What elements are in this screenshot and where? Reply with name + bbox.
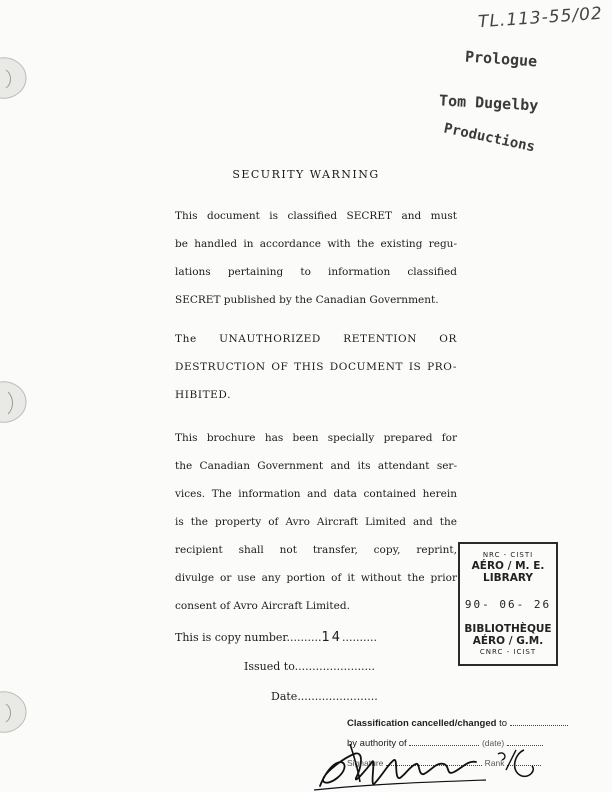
- date-line: [271, 690, 378, 703]
- handwritten-signature: [310, 736, 560, 792]
- stamp-date: 90- 06- 26: [464, 598, 552, 611]
- copy-number-label: This is copy number: [175, 631, 287, 644]
- stamp-line-productions: Productions: [442, 120, 537, 156]
- paragraph-line: This document is classified SECRET and must: [175, 210, 457, 222]
- library-stamp: [458, 542, 558, 666]
- paragraph-line: lations pertaining to information classified: [175, 266, 457, 278]
- paragraph-line: HIBITED.: [175, 389, 232, 401]
- leader-dots: ..........: [286, 631, 322, 644]
- paragraph-line: consent of Avro Aircraft Limited.: [175, 600, 350, 612]
- date-label: Date: [271, 690, 298, 703]
- leader-dots: .......................: [294, 660, 376, 673]
- punch-hole-bottom: [0, 686, 30, 738]
- punch-hole-top: [0, 52, 30, 104]
- prologue-stamp: [435, 38, 585, 158]
- copy-number-line: [175, 630, 377, 645]
- signature-label: Signature: [347, 758, 384, 768]
- paragraph-line: This brochure has been specially prepared for: [175, 432, 457, 444]
- paragraph-line: DESTRUCTION OF THIS DOCUMENT IS PRO-: [175, 361, 457, 373]
- stamp-cnrc-icist: CNRC - ICIST: [479, 648, 537, 656]
- issued-to-label: Issued to: [244, 660, 295, 673]
- stamp-bibliotheque: BIBLIOTHÈQUE: [464, 623, 552, 635]
- stamp-aero-me: AÉRO / M. E.: [471, 560, 545, 572]
- classification-to: to: [499, 718, 507, 729]
- paragraph-line: SECRET published by the Canadian Government.: [175, 294, 439, 306]
- paragraph-line: divulge or use any portion of it without the prior: [175, 572, 457, 584]
- issued-to-line: [244, 660, 375, 673]
- stamp-library: LIBRARY: [483, 572, 533, 584]
- stamp-aero-gm: AÉRO / G.M.: [472, 635, 544, 647]
- paragraph-line: The UNAUTHORIZED RETENTION OR: [175, 333, 457, 345]
- classification-label: Classification cancelled/changed: [347, 718, 497, 729]
- leader-dots: .......................: [297, 690, 378, 703]
- stamp-line-name: Tom Dugelby: [438, 91, 539, 115]
- paragraph-line: recipient shall not transfer, copy, reprint,: [175, 544, 457, 556]
- paragraph-line: is the property of Avro Aircraft Limited and the: [175, 516, 457, 528]
- retention-warning-paragraph: [175, 325, 457, 409]
- stamp-nrc-cisti: NRC - CISTI: [482, 551, 534, 559]
- page-title: SECURITY WARNING: [232, 168, 380, 181]
- paragraph-line: be handled in accordance with the existing regu-: [175, 238, 457, 250]
- punch-hole-middle: [0, 376, 30, 428]
- classification-paragraph: [175, 202, 457, 314]
- paragraph-line: the Canadian Government and its attendant ser-: [175, 460, 457, 472]
- classification-row: [347, 718, 568, 729]
- fill-line: [510, 725, 568, 726]
- ownership-paragraph: [175, 424, 457, 620]
- stamp-line-prologue: Prologue: [464, 47, 538, 71]
- leader-dots: ..........: [342, 631, 377, 644]
- date-hint: (date): [481, 738, 505, 748]
- rank-label: Rank: [484, 758, 505, 768]
- handwritten-reference: TL.113-55/02: [477, 3, 604, 33]
- copy-number-value: 14: [321, 630, 342, 645]
- paragraph-line: vices. The information and data contained herein: [175, 488, 457, 500]
- authority-label: by authority of: [347, 738, 407, 749]
